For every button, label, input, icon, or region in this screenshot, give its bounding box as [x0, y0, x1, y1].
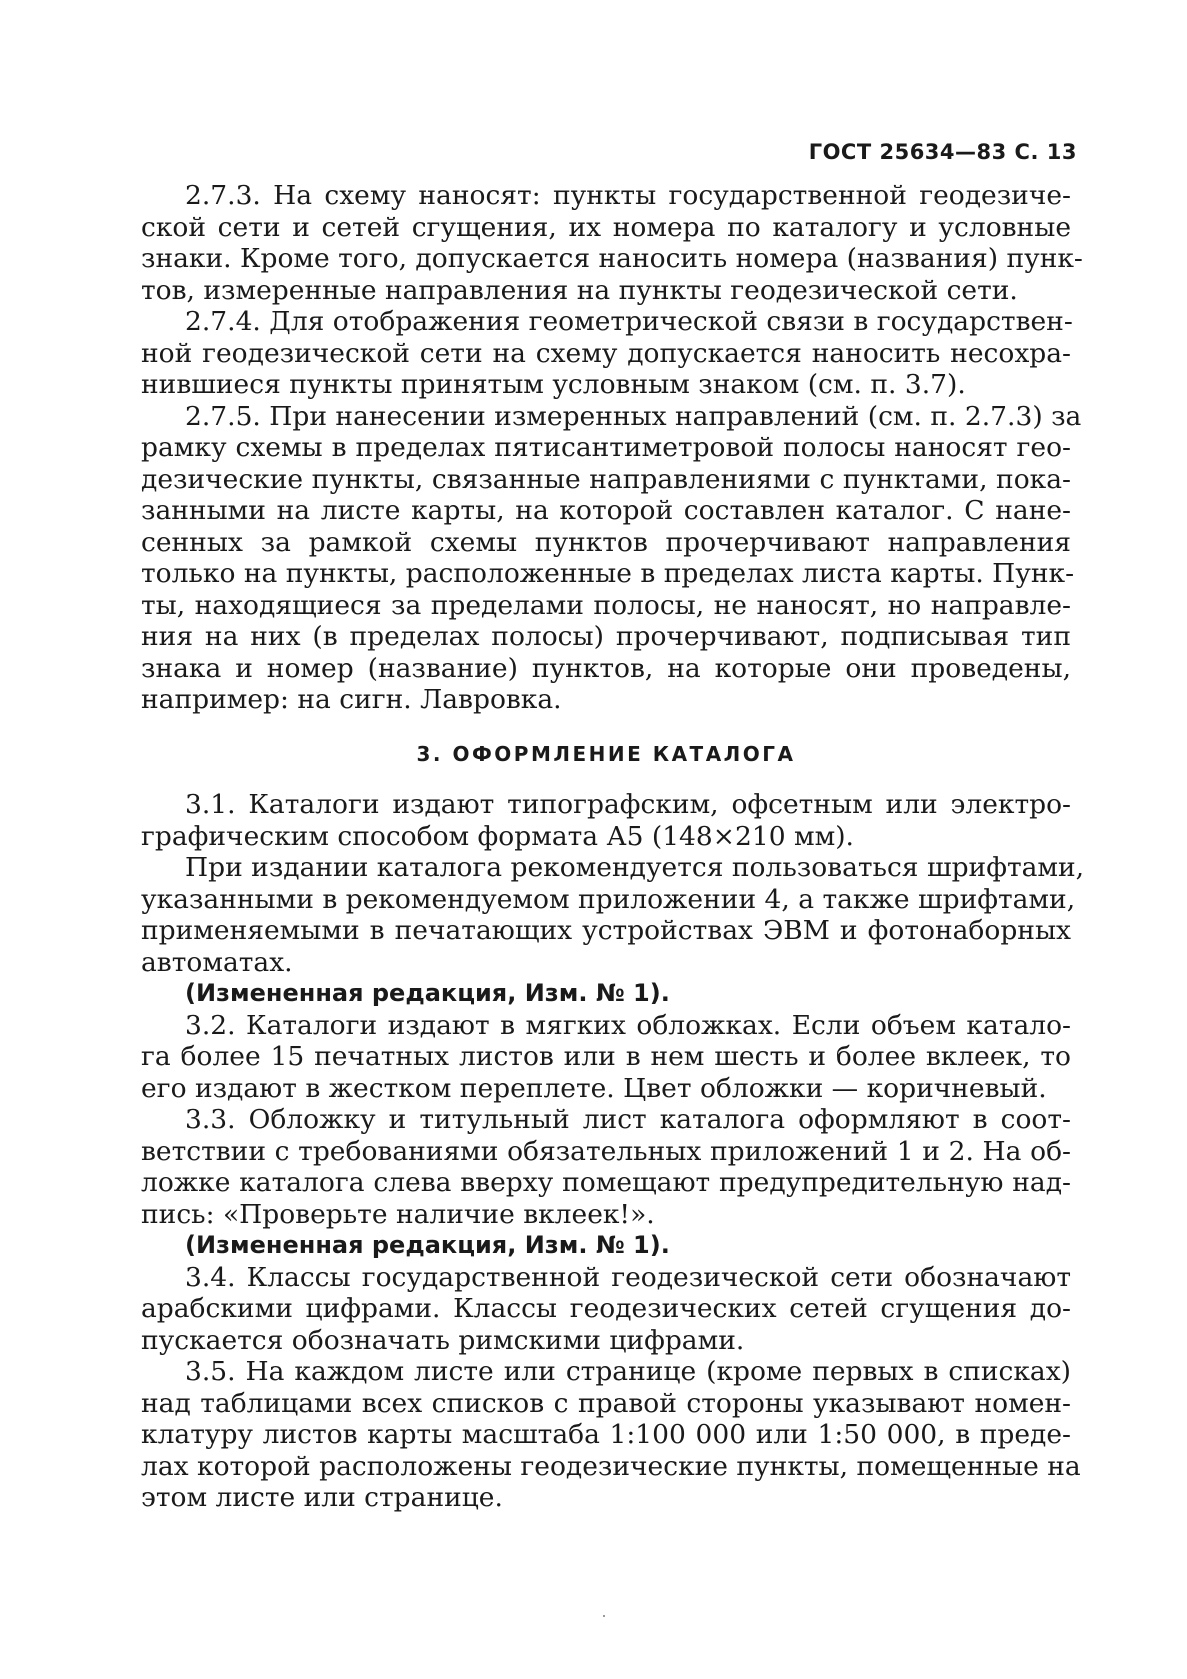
text-line: 3.4. Классы государственной геодезической сети обозначают: [185, 1261, 1071, 1293]
text-line: ложке каталога слева вверху помещают предупредительную над-: [141, 1167, 1071, 1198]
text-line: над таблицами всех списков с правой стороны указывают номен-: [141, 1387, 1071, 1419]
text-line: дезические пункты, связанные направлениями с пунктами, пока-: [141, 463, 1071, 495]
text-line: рамку схемы в пределах пятисантиметровой полосы наносят гео-: [141, 432, 1071, 463]
text-line: например: на сигн. Лавровка.: [141, 684, 562, 715]
text-line: 2.7.4. Для отображения геометрической связи в государствен-: [185, 306, 1073, 337]
text-line: сенных за рамкой схемы пунктов прочерчивают направления: [141, 526, 1071, 558]
text-line: указанными в рекомендуемом приложении 4, а также шрифтами,: [141, 883, 1076, 915]
text-line: только на пункты, расположенные в пределах листа карты. Пунк-: [141, 558, 1075, 589]
text-line: знаки. Кроме того, допускается наносить номера (названия) пунк-: [141, 243, 1083, 274]
amendment-note: (Измененная редакция, Изм. № 1).: [185, 979, 670, 1007]
text-line: его издают в жестком переплете. Цвет обложки — коричневый.: [141, 1072, 1047, 1104]
text-line: этом листе или странице.: [141, 1482, 503, 1513]
text-line: пись: «Проверьте наличие вклеек!».: [141, 1198, 655, 1230]
section-3-text: [141, 789, 1085, 1514]
text-line: 2.7.5. При нанесении измеренных направлений (см. п. 2.7.3) за: [185, 400, 1082, 432]
text-line: ния на них (в пределах полосы) прочерчивают, подписывая тип: [141, 621, 1071, 652]
scan-speck: [603, 1615, 605, 1617]
text-line: пускается обозначать римскими цифрами.: [141, 1324, 745, 1356]
text-line: знака и номер (название) пунктов, на которые они проведены,: [141, 652, 1071, 684]
text-line: 3.3. Обложку и титульный лист каталога оформляют в соот-: [185, 1104, 1071, 1135]
text-line: 2.7.3. На схему наносят: пункты государственной геодезиче-: [185, 180, 1071, 211]
text-line: нившиеся пункты принятым условным знаком (см. п. 3.7).: [141, 369, 966, 400]
section-2-7-text: [141, 180, 1083, 716]
text-line: применяемыми в печатающих устройствах ЭВМ и фотонаборных: [141, 915, 1071, 946]
text-line: клатуру листов карты масштаба 1:100 000 или 1:50 000, в преде-: [141, 1419, 1071, 1450]
text-line: графическим способом формата А5 (148×210 мм).: [141, 820, 854, 852]
text-line: ветствии с требованиями обязательных приложений 1 и 2. На об-: [141, 1135, 1071, 1167]
text-line: ной геодезической сети на схему допускается наносить несохра-: [141, 337, 1071, 369]
text-line: При издании каталога рекомендуется пользоваться шрифтами,: [185, 852, 1085, 883]
text-line: занными на листе карты, на которой составлен каталог. С нане-: [141, 495, 1071, 526]
text-line: га более 15 печатных листов или в нем шесть и более вклеек, то: [141, 1041, 1071, 1072]
text-line: 3.2. Каталоги издают в мягких обложках. Если объем катало-: [185, 1009, 1071, 1041]
text-line: ской сети и сетей сгущения, их номера по каталогу и условные: [141, 211, 1071, 243]
text-line: лах которой расположены геодезические пункты, помещенные на: [141, 1450, 1081, 1482]
text-line: 3.1. Каталоги издают типографским, офсетным или электро-: [185, 789, 1071, 820]
text-line: ты, находящиеся за пределами полосы, не наносят, но направле-: [141, 589, 1071, 621]
text-line: 3.5. На каждом листе или странице (кроме первых в списках): [185, 1356, 1071, 1387]
text-line: арабскими цифрами. Классы геодезических сетей сгущения до-: [141, 1293, 1071, 1324]
page-header: ГОСТ 25634—83 С. 13: [808, 140, 1077, 164]
section-title: 3. ОФОРМЛЕНИЕ КАТАЛОГА: [416, 742, 796, 766]
text-line: тов, измеренные направления на пункты геодезической сети.: [141, 274, 1018, 306]
text-line: автоматах.: [141, 946, 293, 978]
amendment-note: (Измененная редакция, Изм. № 1).: [185, 1231, 670, 1259]
